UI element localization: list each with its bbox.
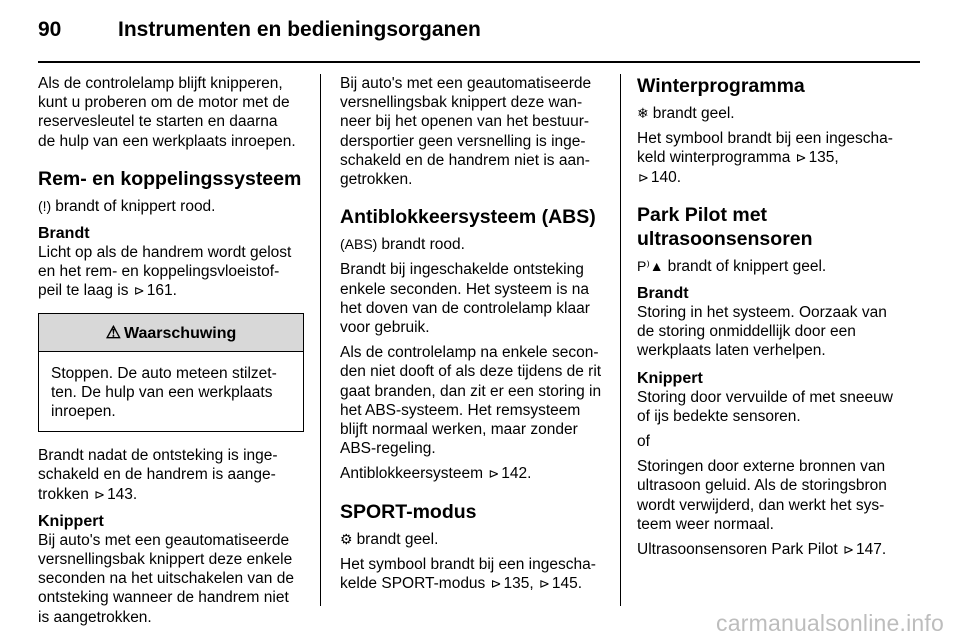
sport-paragraph	[340, 555, 606, 593]
column-right	[637, 74, 907, 565]
page-reference[interactable]: 143.	[107, 485, 138, 503]
knippert-paragraph: Bij auto's met een geautomatiseerde versnellingsbak knippert deze enkele seconden na het uitschakelen van de ontsteking wanneer de handrem niet is aangetrokken.	[38, 531, 294, 626]
brake-status-line	[38, 197, 304, 216]
page-reference-icon[interactable]: ⊳	[843, 542, 854, 558]
snowflake-icon: ❄	[637, 105, 649, 121]
column-middle	[340, 74, 606, 599]
page-header	[38, 18, 918, 52]
after-warning-paragraph	[38, 446, 304, 504]
brake-status-text: brandt of knippert rood.	[55, 197, 216, 215]
page-reference[interactable]: 145.	[551, 575, 583, 593]
page-reference-icon[interactable]: ⊳	[795, 150, 807, 166]
subheading-knippert: Knippert	[38, 512, 104, 530]
column-divider	[620, 74, 621, 606]
knippert-paragraph: Storingen door externe bronnen van ultrasoon geluid. Als de storingsbron wordt verwijderd, dan werkt het sys- teem weer normaal.	[637, 458, 887, 533]
page-reference-icon[interactable]: ⊳	[133, 283, 145, 299]
winter-status-text: brandt geel.	[652, 105, 735, 122]
after-warning-text: Brandt nadat de ontsteking is inge- schakeld en de handrem is aange- trokken	[38, 447, 278, 503]
abs-paragraph: Brandt bij ingeschakelde ontsteking enkele seconden. Het systeem is na het doven van de controlelamp klaar voor gebruik.	[340, 261, 590, 337]
column-left	[38, 74, 304, 633]
sport-mode-icon: ⚙	[340, 530, 353, 547]
winter-paragraph	[637, 129, 907, 187]
page-reference-icon[interactable]: ⊳	[490, 576, 502, 592]
page-reference[interactable]: 135,	[808, 149, 839, 167]
section-title-park-pilot: Park Pilot met ultrasoonsensoren	[637, 203, 813, 250]
warning-header	[39, 314, 303, 352]
section-title-abs: Antiblokkeersysteem (ABS)	[340, 206, 596, 229]
brandt-paragraph: Storing in het systeem. Oorzaak van de storing onmiddellijk door een werkplaats laten verhelpen.	[637, 304, 887, 360]
subheading-brandt: Brandt	[637, 285, 689, 303]
subheading-knippert: Knippert	[637, 369, 703, 387]
page-reference-icon[interactable]: ⊳	[488, 466, 500, 482]
page-reference-icon[interactable]: ⊳	[94, 486, 106, 502]
sport-status-line	[340, 530, 606, 549]
brandt-paragraph	[38, 243, 304, 301]
section-title-brake: Rem- en koppelingssysteem	[38, 167, 302, 190]
park-pilot-status-text: brandt of knippert geel.	[667, 257, 827, 275]
winter-text: Het symbool brandt bij een ingescha- keld winterprogramma	[637, 130, 893, 167]
abs-reference-paragraph	[340, 464, 606, 483]
page-reference[interactable]: 140.	[650, 168, 682, 186]
abs-reference-text: Antiblokkeersysteem	[340, 465, 484, 483]
brake-warning-icon: (!)	[38, 197, 52, 214]
park-pilot-icon: P⁾▲	[637, 257, 664, 274]
page-reference-icon[interactable]: ⊳	[539, 576, 550, 592]
sport-status-text: brandt geel.	[356, 530, 439, 548]
warning-triangle-icon: ⚠	[105, 322, 121, 342]
column-divider	[320, 74, 321, 606]
knippert-paragraph: Storing door vervuilde of met sneeuw of ijs bedekte sensoren.	[637, 388, 893, 425]
page-reference[interactable]: 135,	[503, 575, 534, 593]
abs-paragraph: Als de controlelamp na enkele secon- den niet dooft of als deze tijdens de rit gaat branden, dan zit er een storing in het ABS-systeem. Het remsysteem blijft normaal werken, maar zonder ABS-regeling.	[340, 344, 602, 458]
park-pilot-reference-text: Ultrasoonsensoren Park Pilot	[637, 541, 838, 559]
page-reference-icon[interactable]: ⊳	[638, 169, 649, 185]
intro-paragraph: Als de controlelamp blijft knipperen, kunt u proberen om de motor met de reservesleutel te starten en daarna de hulp van een werkplaats inroepen.	[38, 75, 296, 150]
page-reference[interactable]: 147.	[855, 541, 887, 559]
park-pilot-status-line	[637, 257, 907, 276]
warning-text: Stoppen. De auto meteen stilzet- ten. De hulp van een werkplaats inroepen.	[51, 364, 277, 421]
sport-text: Het symbool brandt bij een ingescha- kelde SPORT-modus	[340, 555, 596, 593]
warning-title: Waarschuwing	[123, 324, 237, 342]
winter-status-line	[637, 104, 907, 123]
warning-box	[38, 313, 304, 433]
or-paragraph: of	[637, 433, 650, 451]
watermark: carmanualsonline.info	[716, 610, 944, 636]
subheading-brandt: Brandt	[38, 225, 90, 243]
page-reference[interactable]: 161.	[146, 282, 177, 300]
running-title: Instrumenten en bedieningsorganen	[118, 18, 481, 41]
section-title-sport: SPORT-modus	[340, 500, 477, 523]
header-rule	[38, 61, 920, 63]
page-number: 90	[38, 18, 62, 41]
park-pilot-reference-paragraph	[637, 540, 907, 559]
abs-status-line	[340, 235, 606, 254]
intro-paragraph: Bij auto's met een geautomatiseerde versnellingsbak knippert deze wan- neer bij het openen van het bestuur- dersportier geen versnelling is inge- schakeld en de handrem niet is aan- getrokken.	[340, 75, 592, 189]
abs-icon: (ABS)	[340, 236, 378, 253]
abs-status-text: brandt rood.	[381, 236, 465, 254]
brandt-text: Licht op als de handrem wordt gelost en het rem- en koppelingsvloeistof- peil te laag is	[38, 244, 292, 300]
section-title-winter: Winterprogramma	[637, 75, 805, 97]
page-reference[interactable]: 142.	[501, 465, 532, 483]
